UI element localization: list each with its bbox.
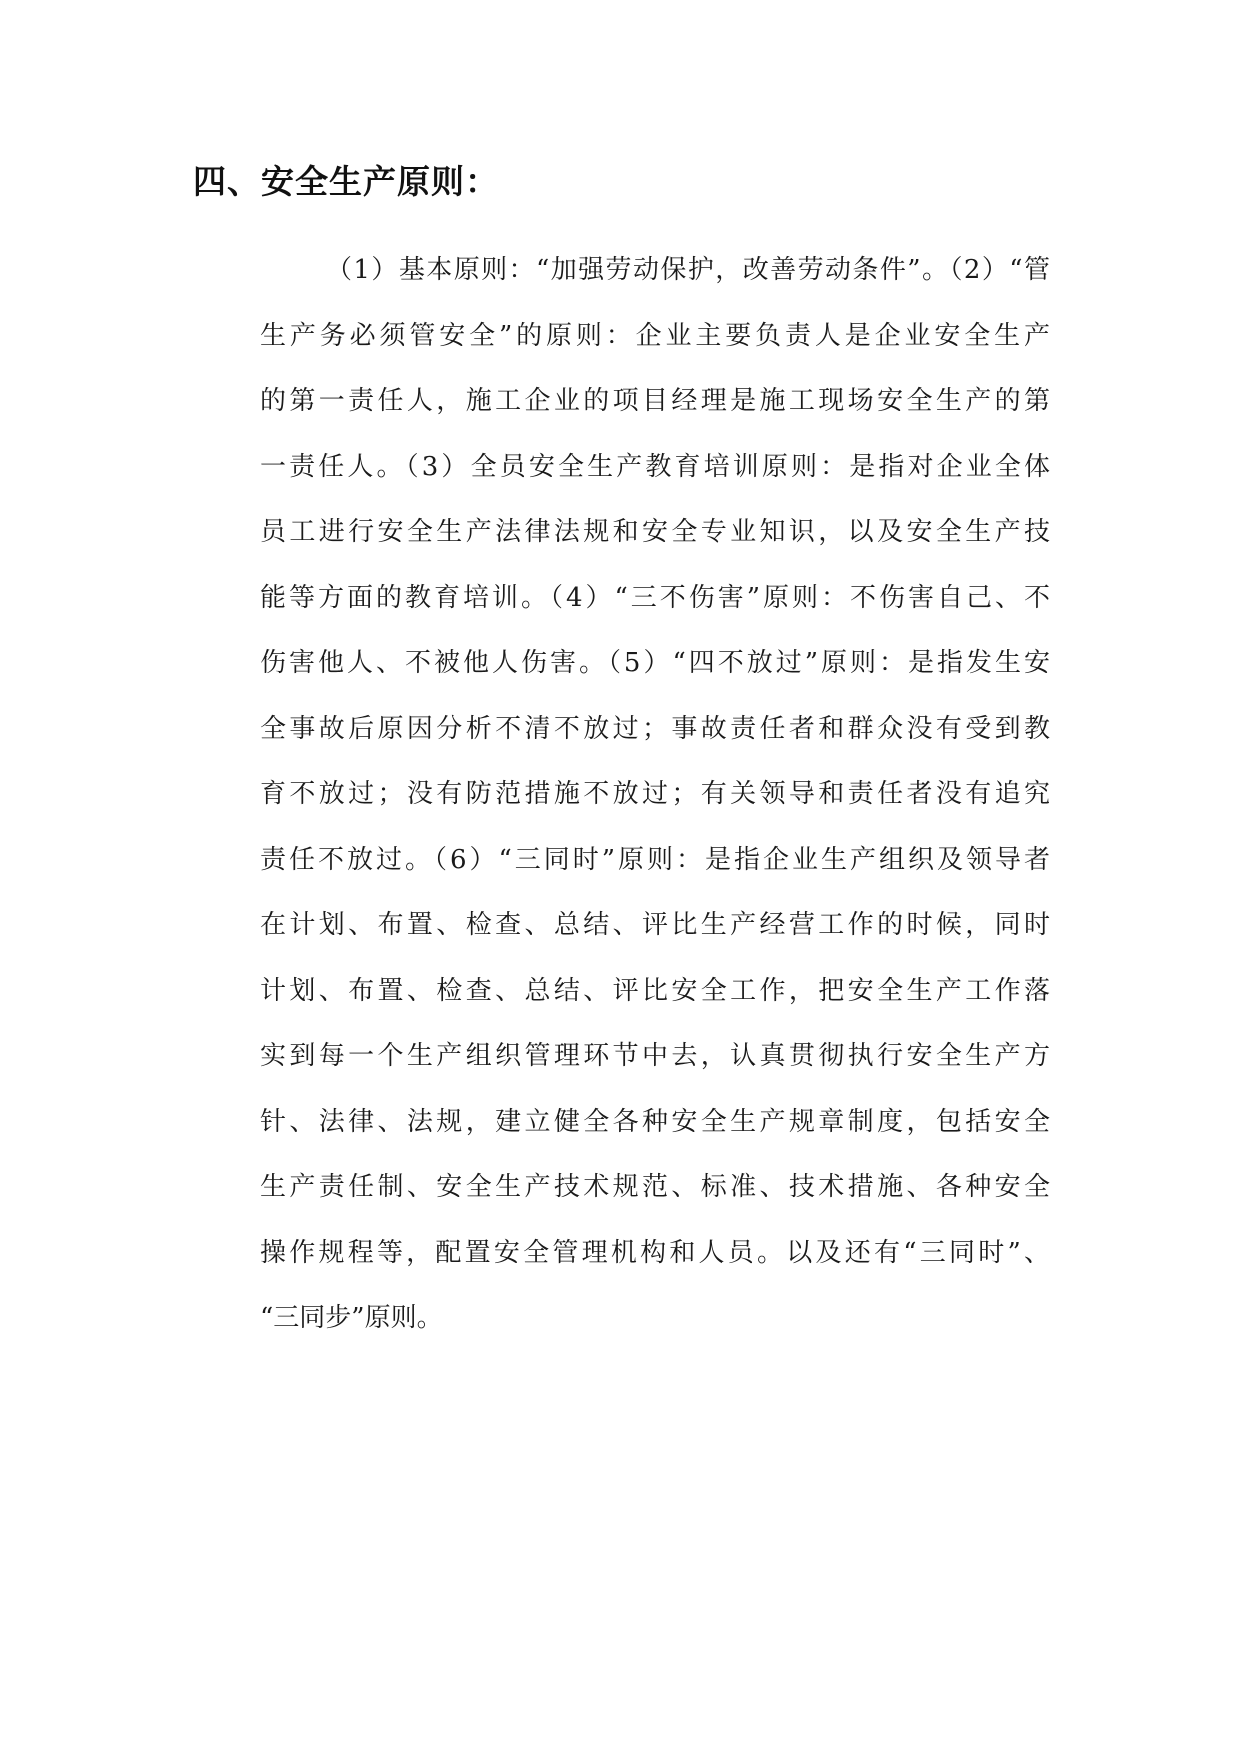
body-line: 生产务必须管安全”的原则：企业主要负责人是企业安全生产 — [260, 320, 1050, 351]
body-line: 的第一责任人，施工企业的项目经理是施工现场安全生产的第 — [260, 386, 1050, 416]
body-line: 生产责任制、安全生产技术规范、标准、技术措施、各种安全 — [260, 1172, 1050, 1202]
body-line: 实到每一个生产组织管理环节中去，认真贯彻执行安全生产方 — [260, 1041, 1050, 1071]
body-line: 操作规程等，配置安全管理机构和人员。以及还有“三同时”、 — [260, 1237, 1050, 1268]
body-line: 责任不放过。（6）“三同时”原则：是指企业生产组织及领导者 — [260, 844, 1050, 875]
body-line: 针、法律、法规，建立健全各种安全生产规章制度，包括安全 — [260, 1106, 1050, 1137]
body-line: 计划、布置、检查、总结、评比安全工作，把安全生产工作落 — [260, 975, 1050, 1006]
body-line: 全事故后原因分析不清不放过；事故责任者和群众没有受到教 — [260, 713, 1050, 744]
body-line: 育不放过；没有防范措施不放过；有关领导和责任者没有追究 — [260, 779, 1050, 809]
body-line: 能等方面的教育培训。（4）“三不伤害”原则：不伤害自己、不 — [260, 582, 1050, 613]
body-line: 员工进行安全生产法律法规和安全专业知识，以及安全生产技 — [260, 517, 1050, 547]
section-heading: 四、安全生产原则： — [193, 162, 499, 201]
body-line: “三同步”原则。 — [260, 1303, 443, 1333]
body-line: 伤害他人、不被他人伤害。（5）“四不放过”原则：是指发生安 — [260, 648, 1050, 678]
body-line: （1）基本原则：“加强劳动保护，改善劳动条件”。（2）“管 — [326, 255, 1050, 285]
section-body — [260, 250, 1050, 1364]
body-line: 一责任人。（3）全员安全生产教育培训原则：是指对企业全体 — [260, 451, 1050, 482]
body-line: 在计划、布置、检查、总结、评比生产经营工作的时候，同时 — [260, 910, 1050, 940]
